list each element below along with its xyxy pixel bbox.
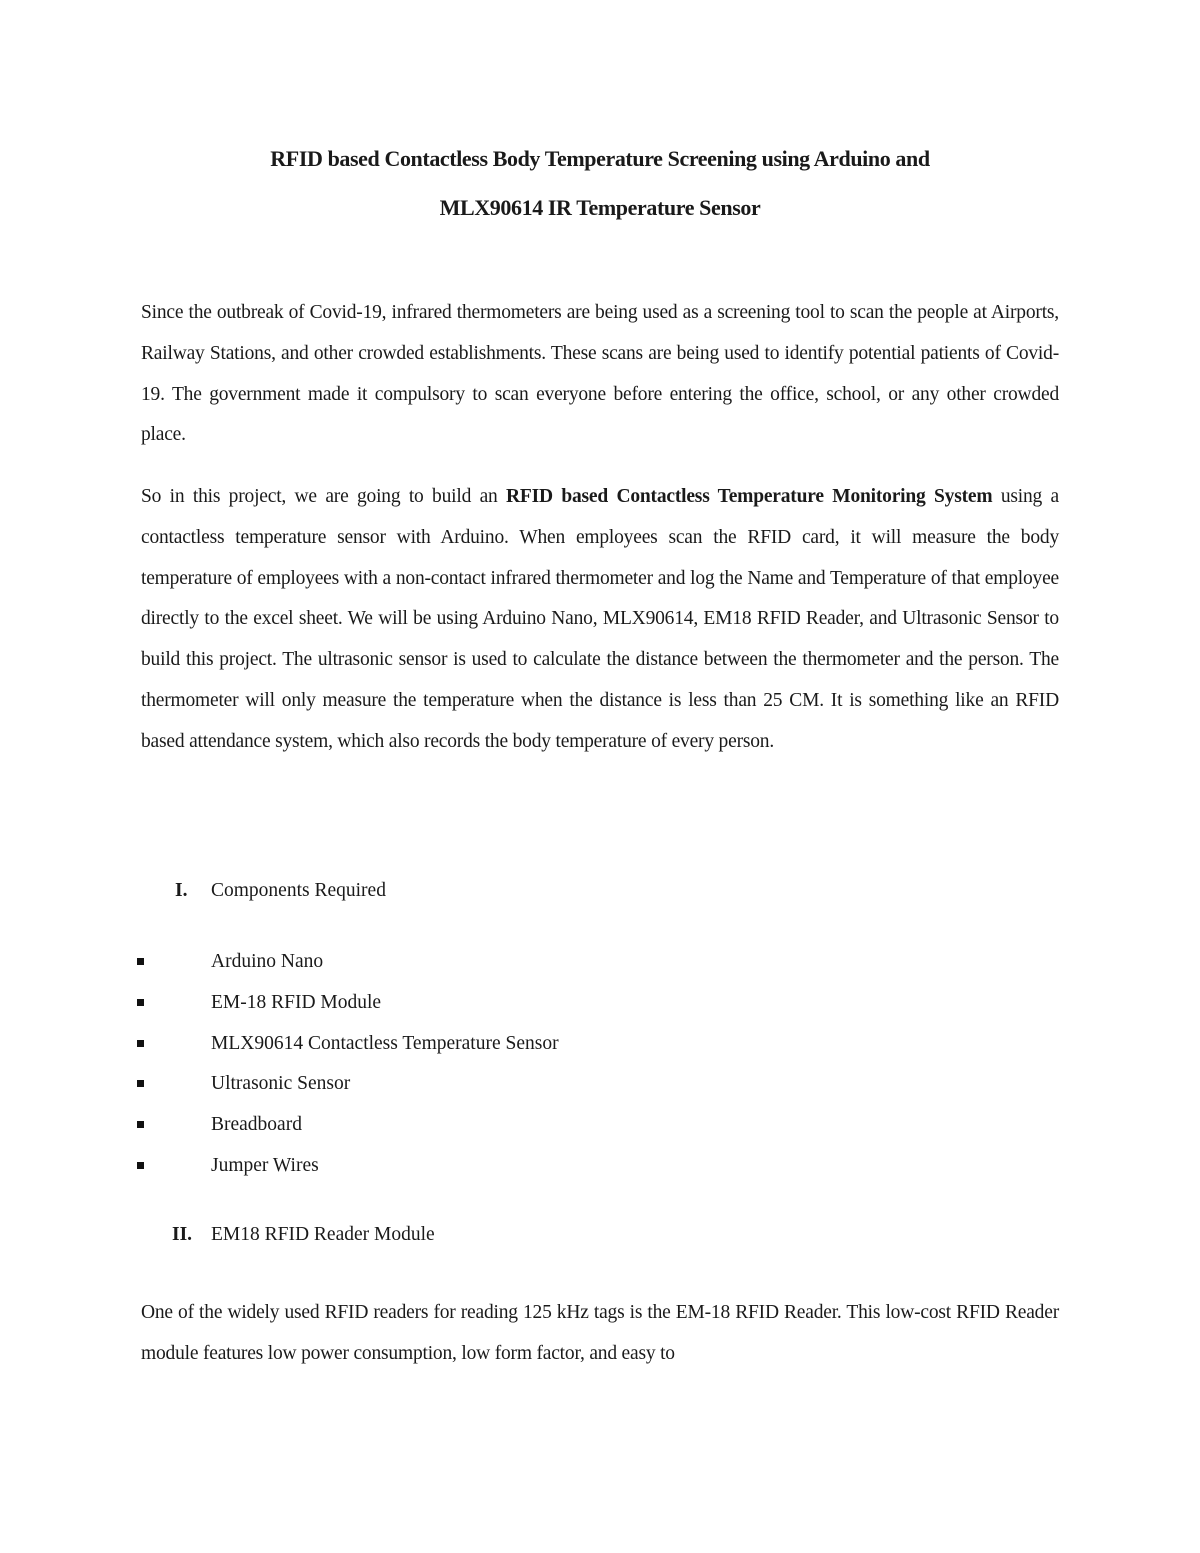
em18-paragraph: One of the widely used RFID readers for reading 125 kHz tags is the EM-18 RFID Reader. This low-cost RFID Reader module features low power consumption, low form factor, and easy to	[141, 1302, 1059, 1364]
list-item-text: Ultrasonic Sensor	[211, 1073, 351, 1095]
section-number: II.	[172, 1224, 193, 1245]
project-name-bold: RFID based Contactless Temperature Monitoring System	[506, 486, 993, 507]
document-title-line-2: MLX90614 IR Temperature Sensor	[439, 195, 761, 220]
list-item	[0, 1112, 1200, 1153]
list-item-text: Arduino Nano	[211, 951, 324, 972]
list-item	[0, 1031, 1200, 1072]
list-item	[0, 1071, 1200, 1112]
list-item-text: Jumper Wires	[211, 1154, 319, 1176]
list-item	[0, 949, 1200, 990]
square-bullet-icon	[137, 1162, 144, 1169]
list-item-text: Breadboard	[211, 1114, 302, 1136]
project-paragraph	[141, 477, 1059, 763]
section-number: I.	[175, 880, 188, 901]
document-title-line-1: RFID based Contactless Body Temperature Screening using Arduino and	[270, 146, 930, 171]
section-label: EM18 RFID Reader Module	[211, 1224, 435, 1245]
project-paragraph-text-start: So in this project, we are going to build an	[141, 486, 507, 507]
list-item	[0, 990, 1200, 1031]
list-item-text: EM-18 RFID Module	[211, 991, 382, 1013]
list-item-text: MLX90614 Contactless Temperature Sensor	[211, 1032, 559, 1054]
square-bullet-icon	[137, 999, 144, 1006]
project-paragraph-text-end: using a contactless temperature sensor with Arduino. When employees scan the RFID card, it will measure the body temperature of employees with a non-contact infrared thermometer and log the Name and Temperature of that employee directly to the excel sheet. We will be using Arduino Nano, MLX90614, EM18 RFID Reader, and Ultrasonic Sensor to build this project. The ultrasonic sensor is used to calculate the distance between the thermometer and the person. The thermometer will only measure the temperature when the distance is less than 25 CM. It is something like an RFID based attendance system, which also records the body temperature of every person.	[141, 486, 1060, 752]
list-item	[0, 1153, 1200, 1194]
section-label: Components Required	[211, 880, 386, 901]
square-bullet-icon	[137, 1080, 144, 1087]
intro-paragraph: Since the outbreak of Covid-19, infrared thermometers are being used as a screening tool to scan the people at Airports, Railway Stations, and other crowded establishments. These scans are being used to identify potential patients of Covid-19. The government made it compulsory to scan everyone before entering the office, school, or any other crowded place.	[141, 302, 1059, 446]
components-list	[0, 949, 1200, 1194]
square-bullet-icon	[137, 1040, 144, 1047]
square-bullet-icon	[137, 958, 144, 965]
square-bullet-icon	[137, 1121, 144, 1128]
